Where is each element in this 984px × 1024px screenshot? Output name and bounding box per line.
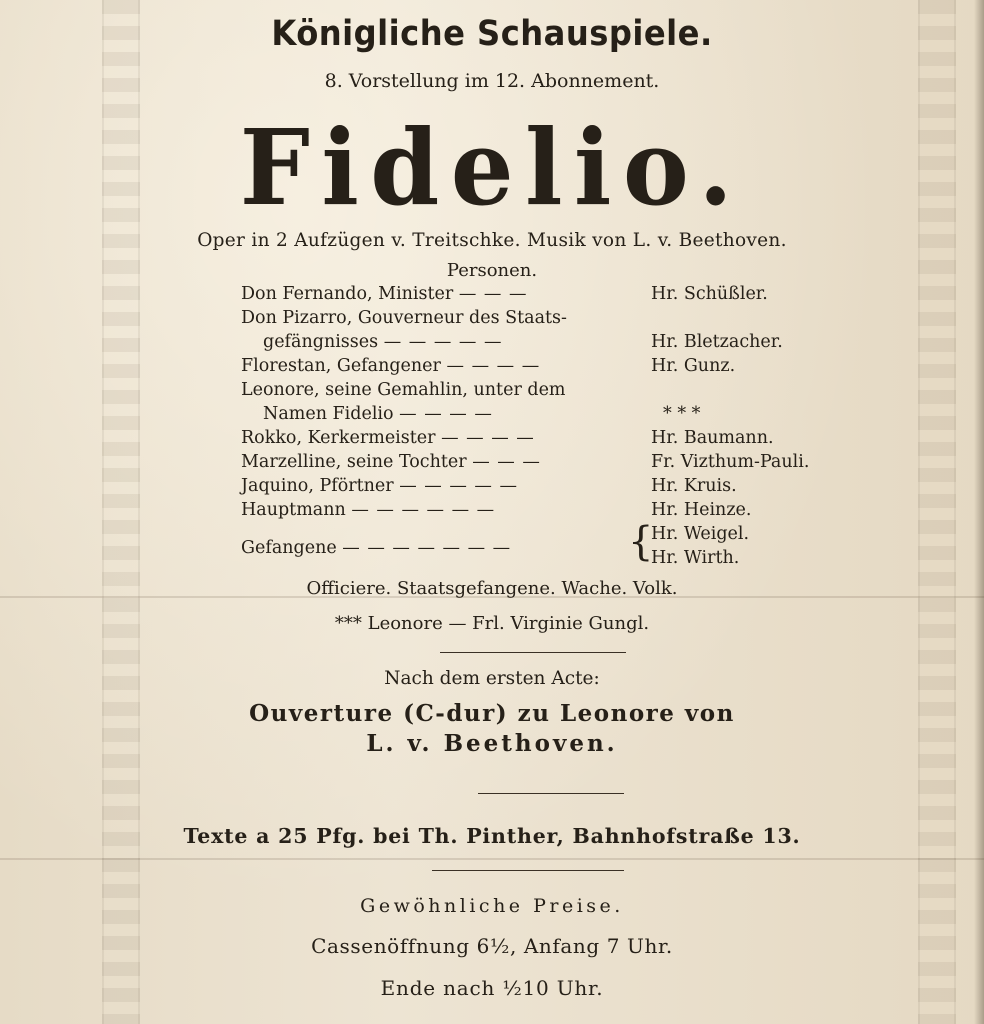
leader-dashes: — — — — — — — [342,538,512,558]
opera-credits: Oper in 2 Aufzügen v. Treitschke. Musik von L. v. Beethoven. [197,230,787,251]
role-name: Marzelline, seine Tochter [241,452,467,472]
leader-dashes: — — — — — — [351,500,496,520]
leonore-note: *** Leonore — Frl. Virginie Gungl. [334,613,650,634]
role-name: Namen Fidelio [263,404,394,424]
role-name: gefängnisses [263,332,379,352]
cast-row [241,452,541,472]
leader-dashes: — — — — [441,428,535,448]
prices-line: Gewöhnliche Preise. [360,895,624,917]
actor-name: Fr. Vizthum-Pauli. [651,452,810,472]
actor-name: Hr. Kruis. [651,476,737,496]
cast-row [241,380,566,400]
extras-line: Officiere. Staatsgefangene. Wache. Volk. [306,578,678,599]
divider-rule [440,652,626,653]
opera-title: Fidelio. [239,106,745,229]
cast-row [263,332,502,352]
paper-edge-shadow [974,0,984,1024]
paper-fold [0,858,984,860]
leader-dashes: — — — — — [383,332,503,352]
leader-dashes: — — — — — [399,476,518,496]
actor-name: Hr. Wirth. [651,548,740,568]
role-name: Rokko, Kerkermeister [241,428,436,448]
cast-row [241,308,567,328]
actor-name: Hr. Bletzacher. [651,332,783,352]
cast-row [241,428,535,448]
performance-subline: 8. Vorstellung im 12. Abonnement. [324,70,660,92]
actor-name: Hr. Gunz. [651,356,736,376]
role-name: Gefangene [241,538,337,558]
brace-glyph: { [628,519,654,565]
leader-dashes: — — — — [446,356,541,376]
role-name: Leonore, seine Gemahlin, unter dem [241,380,566,400]
role-name: Jaquino, Pförtner [241,476,394,496]
role-name: Don Fernando, Minister [241,284,454,304]
opening-times-line: Cassenöffnung 6½, Anfang 7 Uhr. [311,934,673,958]
ouverture-line: Ouverture (C-dur) zu Leonore von [249,700,735,727]
end-time-line: Ende nach ½10 Uhr. [380,976,604,1000]
cast-row [241,538,511,558]
libretto-sale-line: Texte a 25 Pfg. bei Th. Pinther, Bahnhofstraße 13. [183,824,801,848]
divider-rule [478,793,624,794]
cast-row [241,476,518,496]
role-name: Hauptmann [241,500,346,520]
actor-name: Hr. Baumann. [651,428,774,448]
cast-row [241,356,540,376]
cast-heading: Personen. [446,260,538,281]
actor-name: Hr. Weigel. [651,524,750,544]
leader-dashes: — — — [472,452,541,472]
composer-line: L. v. Beethoven. [366,730,618,757]
after-act-heading: Nach dem ersten Acte: [384,668,600,689]
role-name: Don Pizarro, Gouverneur des Staats- [241,308,567,328]
leader-dashes: — — — — [399,404,493,424]
actor-name: * * * [663,404,701,424]
role-name: Florestan, Gefangener [241,356,441,376]
actor-name: Hr. Schüßler. [651,284,768,304]
divider-rule [432,870,624,871]
cast-row [241,284,527,304]
actor-name: Hr. Heinze. [651,500,752,520]
leader-dashes: — — — [458,284,528,304]
cast-row [241,500,495,520]
theatre-name: Königliche Schauspiele. [271,14,713,54]
cast-row [263,404,493,424]
